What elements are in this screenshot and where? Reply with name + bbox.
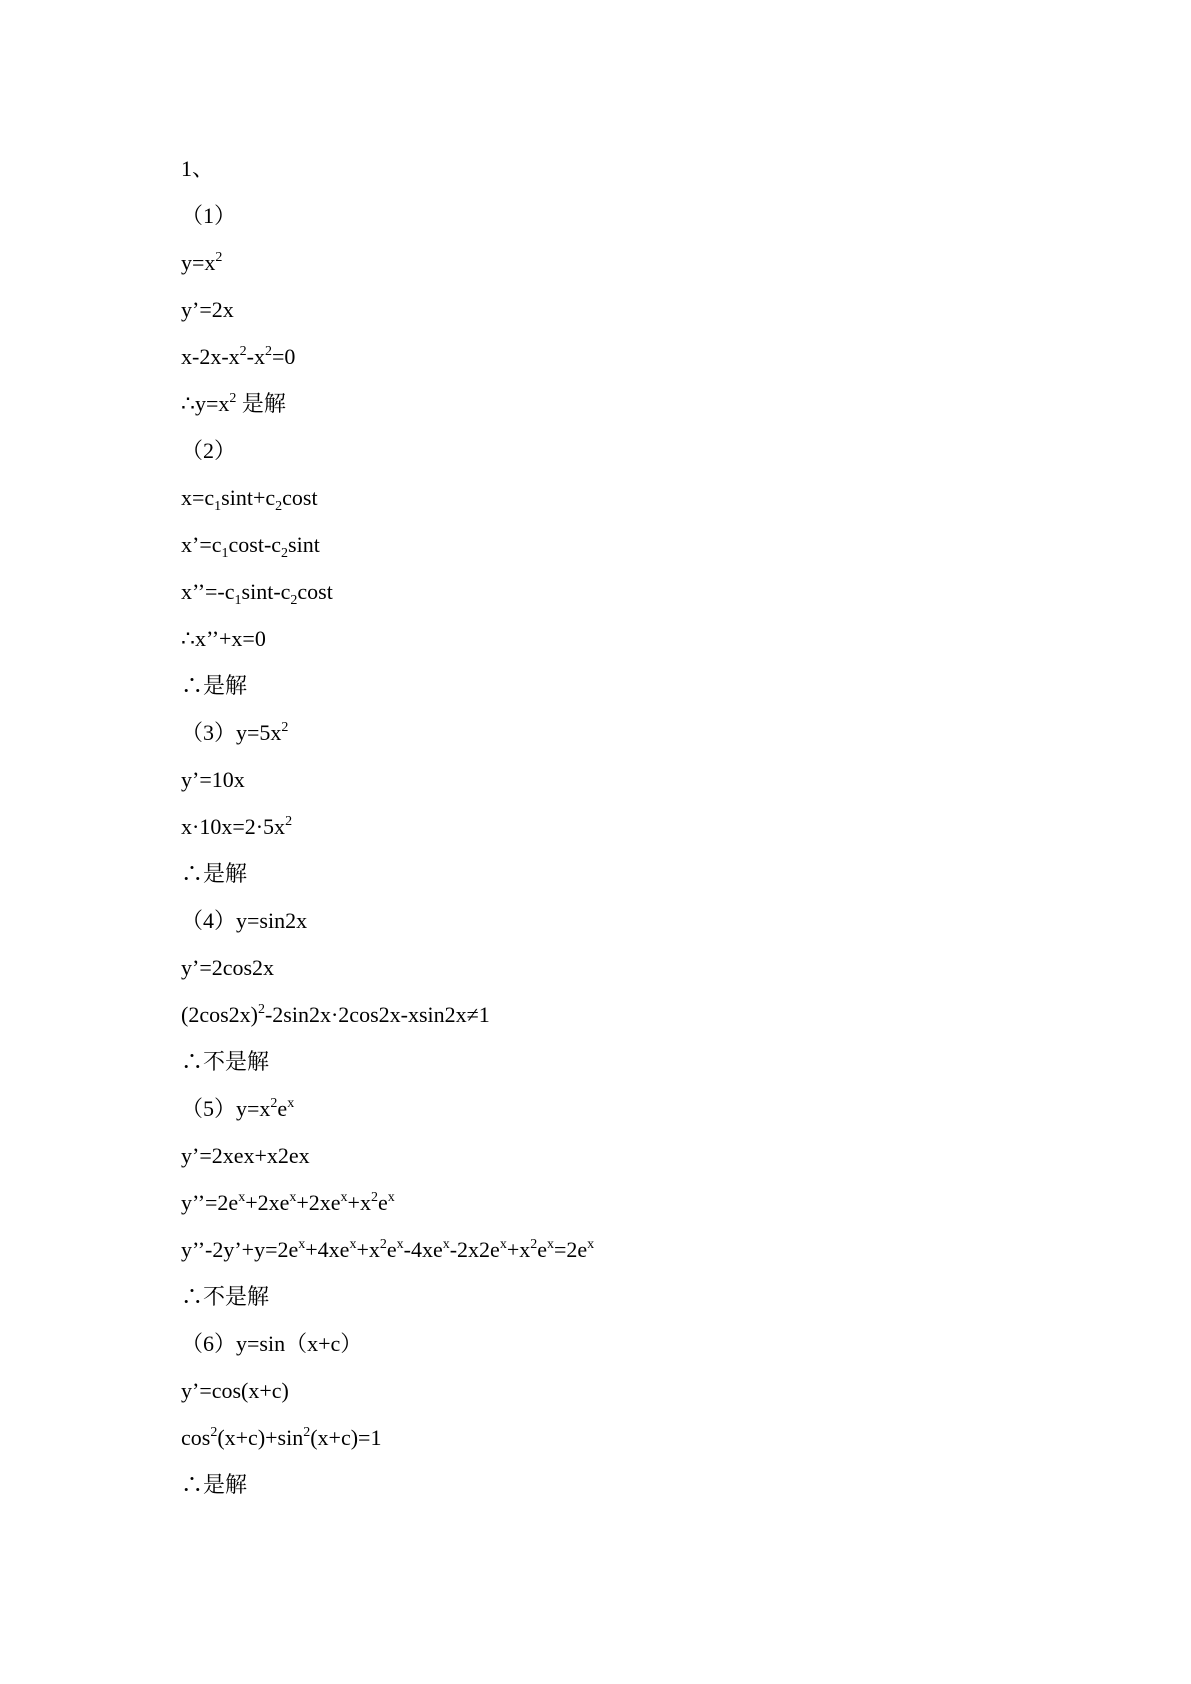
document-body [181, 145, 1081, 1508]
conclusion-line: $\therefore y=x^2$ 是解 [181, 391, 286, 416]
equation-line: $x\cdot 10x=2\cdot 5x^2$ [181, 814, 293, 839]
equation-line: $y’’-2y’+y=2e^x+4xe^x+x^2e^x-4xe^x-2x2e^x+x^2e^x=2e^x$ [181, 1237, 595, 1262]
equation-line: y’=10x [181, 767, 245, 792]
equation-line: ∴x’’+x=0 [181, 626, 266, 651]
equation-line: y’=2x [181, 297, 234, 322]
equation-line: $(2\cos 2x)^2-2\sin 2x\cdot 2\cos 2x-xsin2x\ne 1$ [181, 1002, 490, 1027]
part-1-label: （1） [181, 203, 237, 228]
equation-line: $x-2x-x^2-x^2=0$ [181, 344, 296, 369]
conclusion-line: ∴不是解 [181, 1284, 270, 1309]
part-4-label: （4）y=sin2x [181, 908, 308, 933]
part-2-label: （2） [181, 438, 237, 463]
equation-line: $x’’=-c_1\sin t-c_2\cos t$ [181, 579, 333, 608]
conclusion-line: ∴是解 [181, 861, 248, 886]
equation-line: y’=cos(x+c) [181, 1378, 289, 1403]
equation-line: $y’’=2e^x+2xe^x+2xe^x+x^2e^x$ [181, 1190, 395, 1215]
conclusion-line: ∴是解 [181, 673, 248, 698]
conclusion-line: ∴是解 [181, 1472, 248, 1497]
equation-line: y’=2xex+x2ex [181, 1143, 310, 1168]
equation-line: $x’=c_1\cos t-c_2\sin t$ [181, 532, 320, 561]
section-number: 1、 [181, 156, 215, 181]
equation-line: $\cos^2(x+c)+\sin^2(x+c)=1$ [181, 1425, 382, 1450]
part-6-label: （6）y=sin（x+c） [181, 1331, 363, 1356]
part-3-label: $(3)y=5x^2$ [181, 720, 289, 745]
part-5-label: $(5)y=x^2e^x$ [181, 1096, 295, 1121]
equation-line: $x=c_1\sin t+c_2\cos t$ [181, 485, 318, 514]
conclusion-line: ∴不是解 [181, 1049, 270, 1074]
equation-line: $y=x^2$ [181, 250, 223, 275]
equation-line: y’=2cos2x [181, 955, 275, 980]
